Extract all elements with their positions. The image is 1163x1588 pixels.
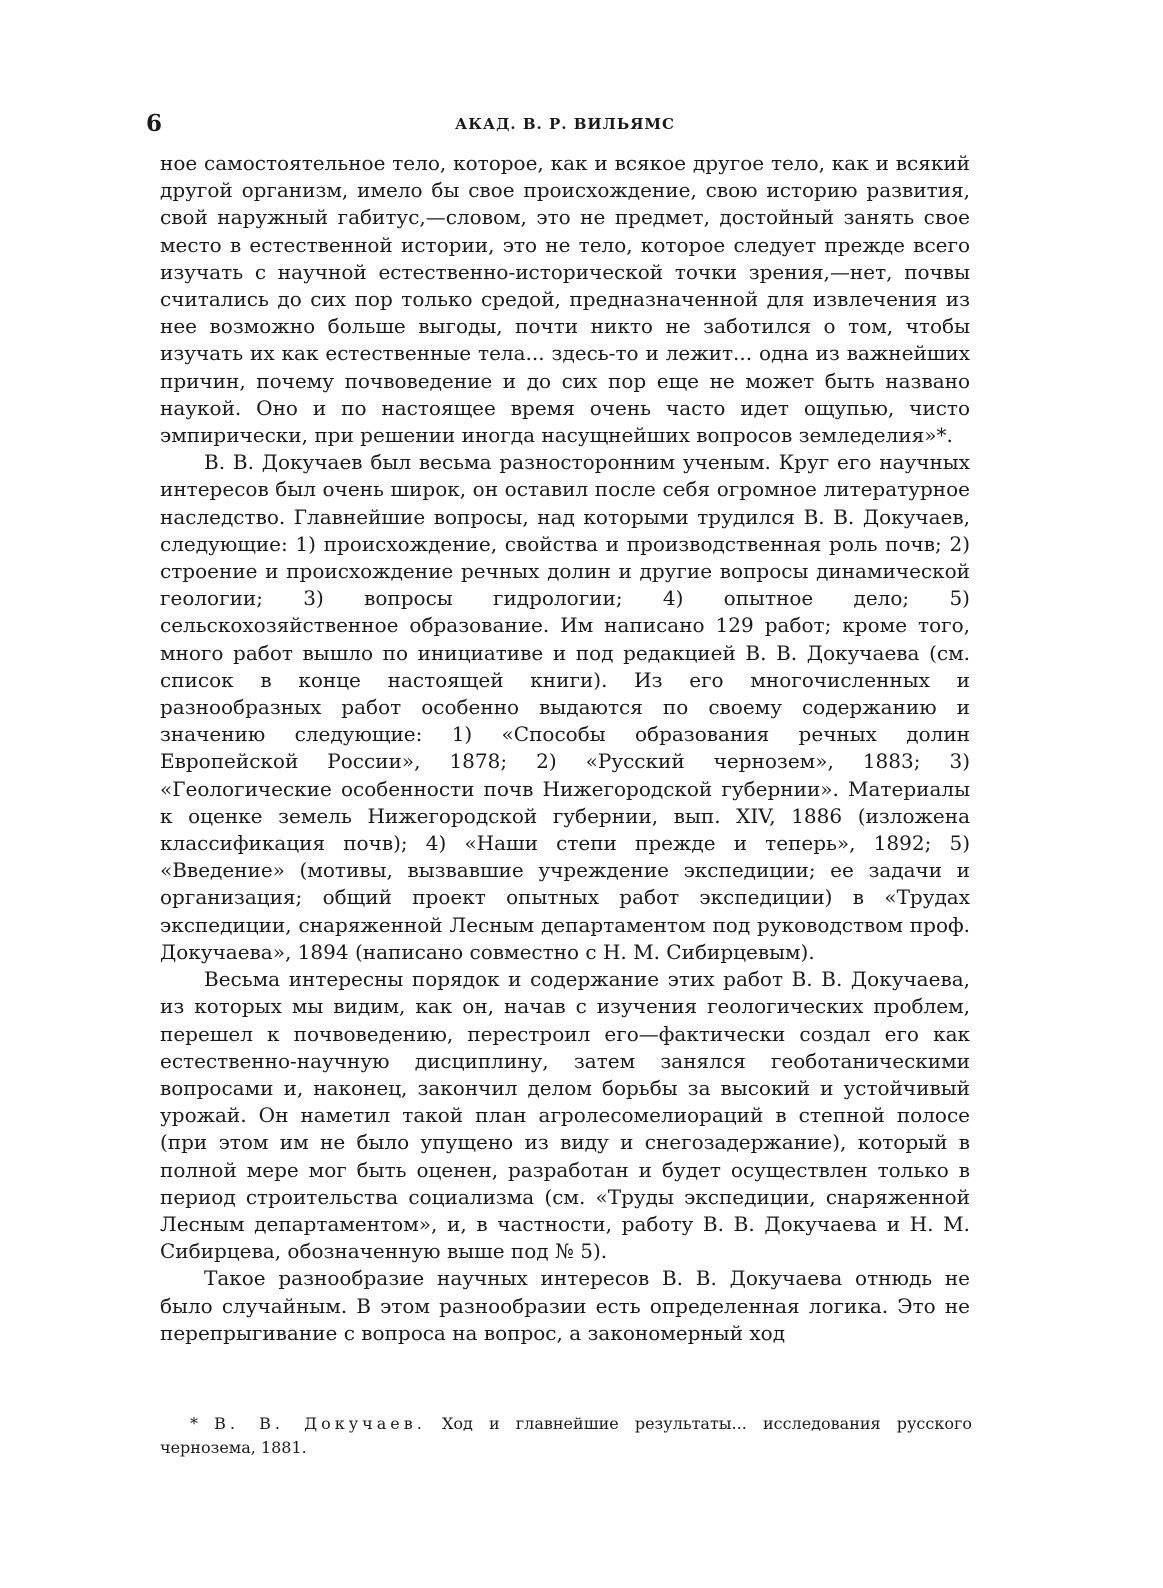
- footnote-author: В. В. Докучаев.: [214, 1414, 426, 1433]
- paragraph: Такое разнообразие научных интересов В. В. Докучаева отнюдь не было случайным. В этом разнообразии есть определенная логика. Это не перепрыгивание с вопроса на вопрос, а закономерный ход: [160, 1266, 970, 1345]
- page-number: 6: [146, 110, 163, 137]
- main-text: [160, 150, 970, 1347]
- page-header: [146, 110, 970, 150]
- footnote-text: Ход и главнейшие результаты... исследования русского чернозема, 1881.: [160, 1414, 972, 1457]
- paragraph: Весьма интересны порядок и содержание этих работ В. В. Докучаева, из которых мы видим, как он, начав с изучения геологических проблем, перешел к почвоведению, перестроил его—фактически создал его как естественно-научную дисциплину, затем занялся геоботаническими вопросами и, наконец, закончил делом борьбы за высокий и устойчивый урожай. Он наметил такой план агролесомелиораций в степной полосе (при этом им не было упущено из виду и снегозадержание), который в полной мере мог быть оценен, разработан и будет осуществлен только в период строительства социализма (см. «Труды экспедиции, снаряженной Лесным департаментом», и, в частности, работу В. В. Докучаева и Н. М. Сибирцева, обозначенную выше под № 5).: [160, 967, 970, 1264]
- paragraph-continued: ное самостоятельное тело, которое, как и всякое другое тело, как и всякий другой организм, имело бы свое происхождение, свою историю развития, свой наружный габитус,—словом, это не предмет, достойный занять свое место в естественной истории, это не тело, которое следует прежде всего изучать с научной естественно-исторической точки зрения,—нет, почвы считались до сих пор только средой, предназначенной для извлечения из нее возможно больше выгоды, почти никто не заботился о том, чтобы изучать их как естественные тела... здесь-то и лежит... одна из важнейших причин, почему почвоведение и до сих пор еще не может быть названо наукой. Оно и по настоящее время очень часто идет ощупью, чисто эмпирически, при решении иногда насущнейших вопросов земледелия»*.: [160, 151, 970, 448]
- running-title: АКАД. В. Р. ВИЛЬЯМС: [455, 115, 675, 133]
- footnote: [160, 1412, 972, 1460]
- page-body: [146, 110, 970, 1347]
- footnote-marker: *: [190, 1414, 198, 1433]
- paragraph: В. В. Докучаев был весьма разносторонним ученым. Круг его научных интересов был очень широк, он оставил после себя огромное литературное наследство. Главнейшие вопросы, над которыми трудился В. В. Докучаев, следующие: 1) происхождение, свойства и производственная роль почв; 2) строение и происхождение речных долин и другие вопросы динамической геологии; 3) вопросы гидрологии; 4) опытное дело; 5) сельскохозяйственное образование. Им написано 129 работ; кроме того, много работ вышло по инициативе и под редакцией В. В. Докучаева (см. список в конце настоящей книги). Из его многочисленных и разнообразных работ особенно выдаются по своему содержанию и значению следующие: 1) «Способы образования речных долин Европейской России», 1878; 2) «Русский чернозем», 1883; 3) «Геологические особенности почв Нижегородской губернии». Материалы к оценке земель Нижегородской губернии, вып. XIV, 1886 (изложена классификация почв); 4) «Наши степи прежде и теперь», 1892; 5) «Введение» (мотивы, вызвавшие учреждение экспедиции; ее задачи и организация; общий проект опытных работ экспедиции) в «Трудах экспедиции, снаряженной Лесным департаментом под руководством проф. Докучаева», 1894 (написано совместно с Н. М. Сибирцевым).: [160, 450, 970, 964]
